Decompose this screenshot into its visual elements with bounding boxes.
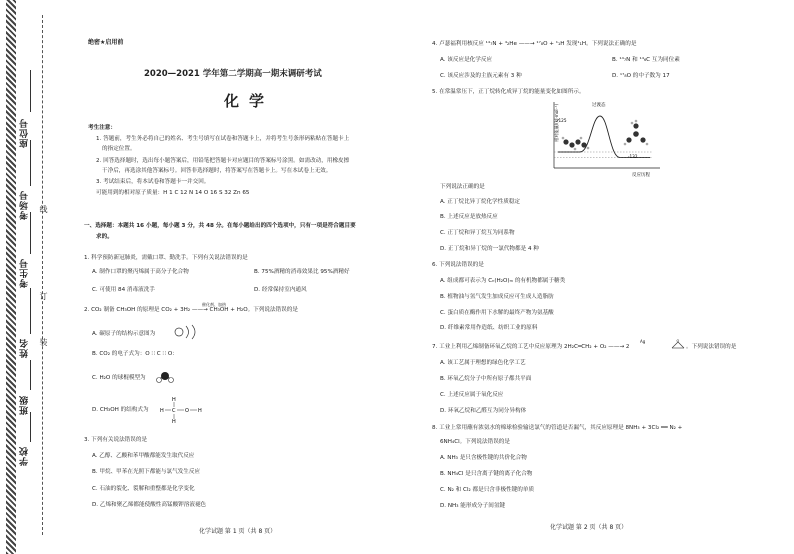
- y-axis-label: 相对能量/(kJ·mol⁻¹): [554, 103, 559, 142]
- x-axis-label: 反应历程: [632, 173, 650, 178]
- svg-text:H: H: [198, 408, 202, 414]
- q8-option-c: C. N₂ 和 Cl₂ 都是只含非极性键的单质: [440, 487, 535, 493]
- q6-option-b: B. 植物油与氢气发生加成反应可生成人造脂肪: [440, 294, 554, 300]
- q1-option-a: A. 制作口罩的聚丙烯属于高分子化合物: [92, 269, 189, 275]
- q7-option-a: A. 该工艺属于理想的绿色化学工艺: [440, 360, 526, 366]
- q8-option-b: B. NH₄Cl 是只含离子键的离子化合物: [440, 471, 533, 477]
- svg-text:H: H: [172, 419, 176, 425]
- svg-text:O: O: [676, 339, 680, 343]
- field-line: [30, 288, 31, 334]
- notice-line: 1. 答题前，考生务必将自己的姓名、考生号填写在试卷和答题卡上，并将考生号条形码粘贴在答题卡上: [96, 136, 350, 142]
- label-school: 学校: [20, 446, 30, 466]
- energy-diagram: [532, 98, 664, 178]
- q7-option-b: B. 环氧乙烷分子中所有原子都共平面: [440, 376, 532, 382]
- label-name: 姓名: [20, 338, 30, 358]
- q2-option-b: B. CO₂ 的电子式为：O ∷ C ∷ O：: [92, 351, 178, 357]
- q3-option-d: D. 乙烯和聚乙烯都能使酸性高锰酸钾溶液褪色: [92, 502, 207, 508]
- q5-option-b: B. 上述反应是放热反应: [440, 214, 498, 220]
- question-8-cont: 6NH₄Cl。下列说法错误的是: [440, 439, 510, 445]
- question-1: 1. 科学预防新冠肺炎，需戴口罩、勤洗手。下列有关说法错误的是: [84, 255, 248, 261]
- question-8: 8. 工业上常用蘸有浓氨水的棉球检验输送氯气的管道是否漏气，其反应原理是 8NH₃ + 3Cl₂ ══ N₂ +: [432, 425, 683, 431]
- transition-state-label: 过渡态: [592, 103, 606, 108]
- notice-line: 2. 回答选择题时，选出每小题答案后，用铅笔把答题卡对应题目的答案标号涂黑。如需改动，用橡皮擦: [96, 158, 350, 164]
- q6-option-d: D. 纤维素常用作造纸、纺织工业的原料: [440, 325, 538, 331]
- q1-option-c: C. 可使用 84 消毒液洗手: [92, 287, 155, 293]
- notice-line: 的指定位置。: [102, 146, 136, 152]
- notice-line: 3. 考试结束后，将本试卷和答题卡一并交回。: [96, 179, 210, 185]
- svg-text:C: C: [172, 408, 176, 414]
- field-line: [30, 140, 31, 186]
- field-line: [30, 360, 31, 390]
- svg-text:O: O: [185, 408, 189, 414]
- q5-option-d: D. 正丁烷和异丁烷的一氯代物都是 4 种: [440, 246, 539, 252]
- q5-option-a: A. 正丁烷比异丁烷化学性质稳定: [440, 199, 521, 205]
- epoxide-ring-icon: [670, 339, 686, 351]
- end-energy-label: -132: [628, 154, 638, 159]
- cut-mark-line: 线: [39, 205, 48, 213]
- q6-option-c: C. 蛋白质在酶作用下水解的最终产物为氨基酸: [440, 310, 554, 316]
- start-energy-label: -125: [557, 118, 567, 123]
- subject-title: 化学: [224, 92, 275, 110]
- q8-option-a: A. NH₃ 是只含极性键的共价化合物: [440, 455, 527, 461]
- field-line: [30, 70, 31, 112]
- notice-line: 干净后，再选涂其他答案标号。回答非选择题时，将答案写在答题卡上。写在本试卷上无效。: [102, 168, 332, 174]
- binding-hatch: [6, 0, 16, 554]
- cut-line: [42, 15, 43, 535]
- question-3: 3. 下列有关说法错误的是: [84, 437, 148, 443]
- question-2: 2. CO₂ 制备 CH₃OH 的原理是 CO₂ + 3H₂ ——→ CH₃OH + H₂O。下列说法错误的是: [84, 307, 298, 313]
- question-5: 5. 在常温常压下，正丁烷转化成异丁烷的能量变化如图所示。: [432, 89, 585, 95]
- isobutane-molecule-icon: [624, 120, 649, 146]
- q4-option-a: A. 该反应是化学反应: [440, 57, 493, 63]
- q7-condition: Ag: [640, 339, 646, 344]
- q3-option-c: C. 石油的裂化、裂解和重整都是化学变化: [92, 486, 195, 492]
- q5-stem: 下列说法正确的是: [440, 184, 485, 190]
- q1-option-d: D. 经常保持室内通风: [254, 287, 307, 293]
- q3-option-b: B. 甲烷、甲苯在光照下都能与氯气发生反应: [92, 469, 201, 475]
- secret-mark: 绝密★启用前: [88, 39, 124, 46]
- q2-option-a: A. 碳原子的结构示意图为: [92, 331, 156, 337]
- water-ball-stick-model-icon: [154, 370, 176, 384]
- page-footer: 化学试题 第 1 页（共 8 页）: [199, 528, 277, 535]
- q2-condition: 催化剂、加热: [202, 302, 226, 307]
- label-candidate-number: 考生号: [20, 258, 30, 288]
- carbon-atom-diagram-icon: [172, 324, 202, 340]
- cut-mark-bind: 订: [39, 292, 48, 300]
- section-heading-cont: 求的。: [96, 234, 113, 240]
- label-room-number: 考场号: [20, 190, 30, 220]
- q1-option-b: B. 75%酒精的消毒效果比 95%酒精好: [254, 269, 350, 275]
- q8-option-d: D. NH₃ 能形成分子间氢键: [440, 503, 506, 509]
- notice-title: 考生注意：: [88, 125, 116, 131]
- q7-option-d: D. 环氧乙烷和乙醛互为同分异构体: [440, 408, 527, 414]
- q2-option-c: C. H₂O 的球棍模型为: [92, 375, 146, 381]
- q3-option-a: A. 乙醇、乙酸和苯甲酸都能发生取代反应: [92, 453, 195, 459]
- q5-option-c: C. 正丁烷和异丁烷互为同系物: [440, 230, 515, 236]
- svg-text:H: H: [160, 408, 164, 414]
- question-4: 4. 卢瑟福利用核反应 ¹⁴₇N + ⁴₂He ——→ ¹⁷₈O + ¹₁H 发现¹₁H。下列说法正确的是: [432, 41, 637, 47]
- question-7: 7. 工业上利用乙烯制备环氧乙烷的工艺中反应原理为 2H₂C═CH₂ + O₂ ——→ 2: [432, 344, 630, 350]
- exam-title: 2020—2021 学年第二学期高一期末调研考试: [144, 69, 322, 79]
- label-seat-number: 座位号: [20, 118, 30, 148]
- q7-tail: 。下列说法错误的是: [686, 344, 737, 350]
- q4-option-c: C. 该反应涉及的主族元素有 3 种: [440, 73, 522, 79]
- page-footer: 化学试题 第 2 页（共 8 页）: [550, 524, 628, 531]
- atomic-mass-line: 可能用到的相对原子质量：H 1 C 12 N 14 O 16 S 32 Zn 65: [96, 190, 250, 196]
- energy-profile-chart: [532, 98, 664, 178]
- svg-text:H: H: [172, 397, 176, 403]
- q2-option-d: D. CH₃OH 的结构式为: [92, 407, 149, 413]
- question-6: 6. 下列说法错误的是: [432, 262, 484, 268]
- field-line: [30, 212, 31, 254]
- methanol-structure-icon: [158, 395, 208, 425]
- label-class: 班级: [20, 395, 30, 415]
- cut-mark-seal: 装: [39, 338, 48, 346]
- q6-option-a: A. 组成都可表示为 Cₙ(H₂O)ₘ 的有机物都属于糖类: [440, 278, 566, 284]
- q4-option-b: B. ¹⁴₇N 和 ¹⁴₆C 互为同位素: [612, 57, 680, 63]
- section-heading: 一、选择题：本题共 16 小题，每小题 3 分，共 48 分。在每小题给出的四个选项中，只有一项是符合题目要: [84, 223, 356, 229]
- binding-margin: [0, 0, 52, 554]
- q7-option-c: C. 上述反应属于氧化反应: [440, 392, 504, 398]
- field-line: [30, 412, 31, 442]
- q4-option-d: D. ¹⁷₈O 的中子数为 17: [612, 73, 670, 79]
